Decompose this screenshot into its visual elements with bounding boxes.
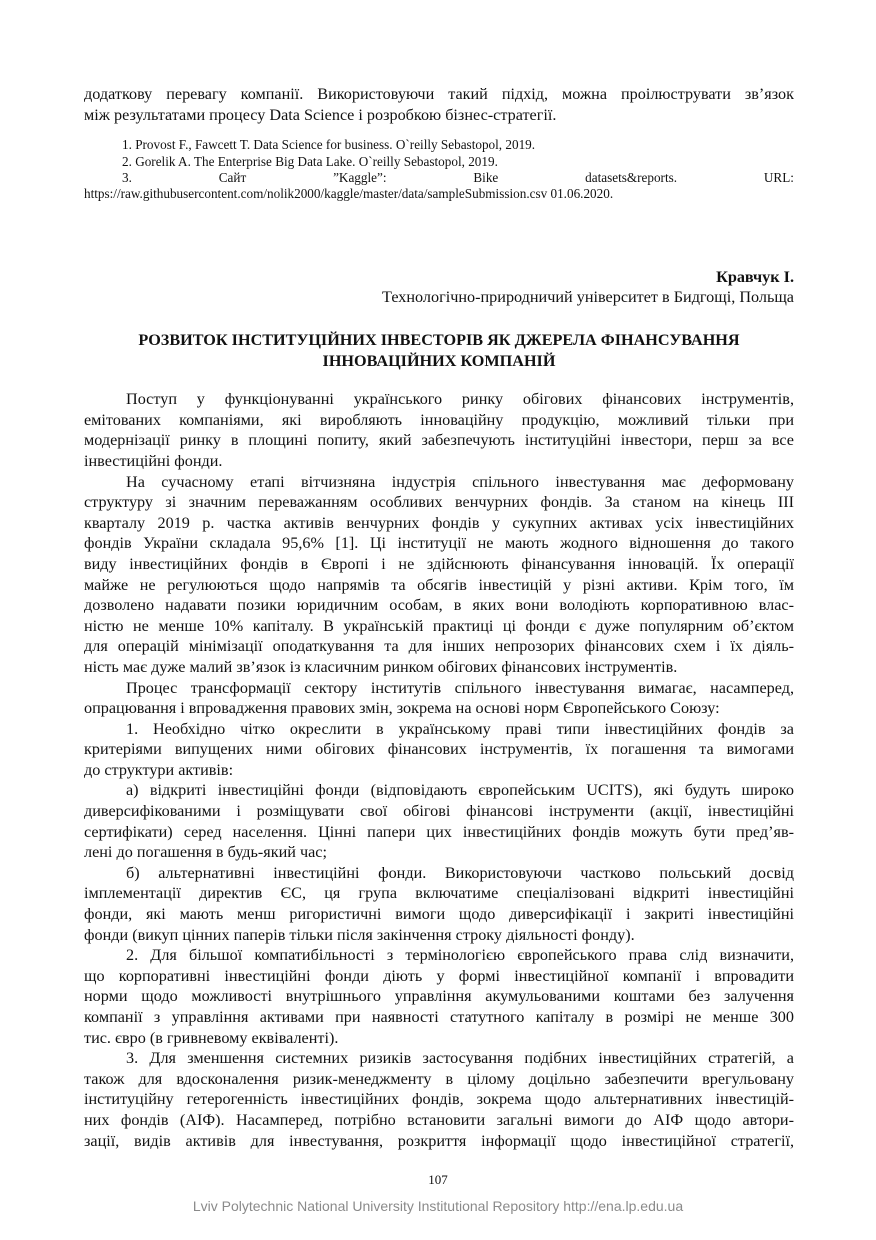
text-line: інституційну гетерогенність інвестиційних фондів, зокрема щодо альтернативних інвестицій- [84,1090,794,1109]
text-line: б) альтернативні інвестиційні фонди. Використовуючи частково польський досвід [126,863,794,882]
body-paragraph [84,863,794,945]
text-line: кварталу 2019 р. частка активів венчурних фондів у сукупних активах усіх інвестиційних [84,513,794,532]
text-line: фондів України складала 95,6% [1]. Ці інституції не мають жодного відношення до такого [84,534,794,553]
text-line: зації, видів активів для інвестування, розкриття інформації щодо інвестиційної стратегії, [84,1131,794,1150]
text-line: фонди (викуп цінних паперів тільки після закінчення строку діяльності фонду). [84,925,635,944]
text-line: а) відкриті інвестиційні фонди (відповідають європейським UCITS), які будуть широко [126,781,794,800]
text-line: норми щодо можливості внутрішнього управління акумульованими коштами без залучення [84,987,794,1006]
text-line: ність має дуже малий зв’язок із класичним ринком обігових фінансових інструментів. [84,657,678,676]
page-content [84,84,794,1151]
text-line: дозволено надавати позики юридичним особам, в яких вони володіють корпоративною влас- [84,596,794,615]
reference-list [84,137,794,203]
text-line: На сучасному етапі вітчизняна індустрія спільного інвестування має деформовану [126,472,794,491]
intro-line: між результатами процесу Data Science і розробкою бізнес-стратегії. [84,105,557,124]
text-line: них фондів (АІФ). Насамперед, потрібно встановити загальні вимоги до АІФ щодо автори- [84,1110,794,1129]
reference-item: 2. Gorelik A. The Enterprise Big Data Lake. O`reilly Sebastopol, 2019. [122,153,498,169]
author-name: Кравчук І. [716,267,794,286]
reference-part: 3. [122,170,132,185]
text-line: емітованих компаніями, які виробляють інноваційну продукцію, можливий тільки при [84,410,794,429]
reference-item-3 [84,170,794,186]
text-line: виду інвестиційних фондів в Європі і не здійснюють фінансування інновацій. Їх операції [84,554,794,573]
text-line: що корпоративні інвестиційні фонди діють у формі інвестиційної компанії і впровадити [84,966,794,985]
body-paragraph [84,472,794,678]
article-title-line: ІННОВАЦІЙНИХ КОМПАНІЙ [322,351,556,370]
reference-part: datasets&reports. [585,170,678,185]
text-line: майже не регулюються щодо напрямів та обсягів інвестицій у різні активи. Крім того, їм [84,575,794,594]
reference-url: https://raw.githubusercontent.com/nolik2000/kaggle/master/data/sampleSubmission.csv 01.06.2020. [84,186,614,202]
author-affiliation: Технологічно-природничий університет в Бидгощі, Польща [382,288,794,307]
body-paragraph [84,678,794,719]
repository-footer: Lviv Polytechnic National University Institutional Repository http://ena.lp.edu.ua [192,1198,684,1214]
text-line: 3. Для зменшення системних ризиків застосування подібних інвестиційних стратегій, а [126,1049,794,1068]
text-line: для операцій мінімізації оподаткування та для інших непрозорих фінансових схем і їх діяль- [84,637,794,656]
article-body [84,389,794,1151]
text-line: лені до погашення в будь-який час; [84,843,327,862]
text-line: імплементації директив ЄС, ця група включатиме спеціалізовані відкриті інвестиційні [84,884,794,903]
body-paragraph [84,1048,794,1151]
text-line: Поступ у функціонуванні українського ринку обігових фінансових інструментів, [126,390,794,409]
intro-line: додаткову перевагу компанії. Використовуючи такий підхід, можна проілюструвати зв’язок [84,85,794,103]
text-line: Процес трансформації сектору інститутів спільного інвестування вимагає, насамперед, [126,678,794,697]
text-line: структуру зі значним переважанням особливих венчурних фондів. За станом на кінець ІІІ [84,493,794,512]
reference-part: ”Kaggle”: [333,170,387,185]
text-line: диверсифікованими і розміщувати свої обігові фінансові інструменти (акції, інвестиційні [84,802,794,821]
text-line: 1. Необхідно чітко окреслити в українському праві типи інвестиційних фондів за [126,719,794,738]
body-paragraph [84,389,794,471]
text-line: до структури активів: [84,760,234,779]
reference-part: URL: [763,170,794,185]
text-line: 2. Для більшої компатибільності з термінологією європейського права слід визначити, [126,946,794,965]
text-line: компанії з управління активами при наявності статутного капіталу в розмірі не менше 300 [84,1008,794,1026]
text-line: тис. євро (в гривневому еквіваленті). [84,1028,339,1047]
text-line: опрацювання і впровадження правових змін, зокрема на основі норм Європейського Союзу: [84,699,720,718]
reference-item: 1. Provost F., Fawcett T. Data Science for business. O`reilly Sebastopol, 2019. [122,137,536,153]
intro-paragraph [84,84,794,125]
text-line: фонди, які мають менш ригористичні вимоги щодо диверсифікації і закриті інвестиційні [84,905,794,924]
text-line: також для вдосконалення ризик-менеджменту в цілому доцільно забезпечити врегульовану [84,1069,794,1088]
article-title [84,330,794,371]
body-paragraph [84,780,794,862]
article-title-line: РОЗВИТОК ІНСТИТУЦІЙНИХ ІНВЕСТОРІВ ЯК ДЖЕРЕЛА ФІНАНСУВАННЯ [138,331,740,349]
author-block [84,267,794,308]
text-line: інвестиційні фонди. [84,451,223,470]
text-line: ністю не менше 10% капіталу. В українській практиці ці фонди є дуже популярним об’єктом [84,616,794,635]
body-paragraph [84,945,794,1048]
reference-part: Сайт [218,170,247,185]
body-paragraph [84,719,794,781]
text-line: критеріями випущених ними обігових фінансових інструментів, їх погашення та вимогами [84,740,794,759]
text-line: сертифікати) серед населення. Цінні папери цих інвестиційних фондів можуть бути пред’яв- [84,822,794,841]
text-line: модернізації ринку в площині попиту, який забезпечують інституційні інвестори, перш за все [84,431,794,450]
page-number: 107 [428,1172,448,1187]
reference-part: Bike [473,170,499,185]
